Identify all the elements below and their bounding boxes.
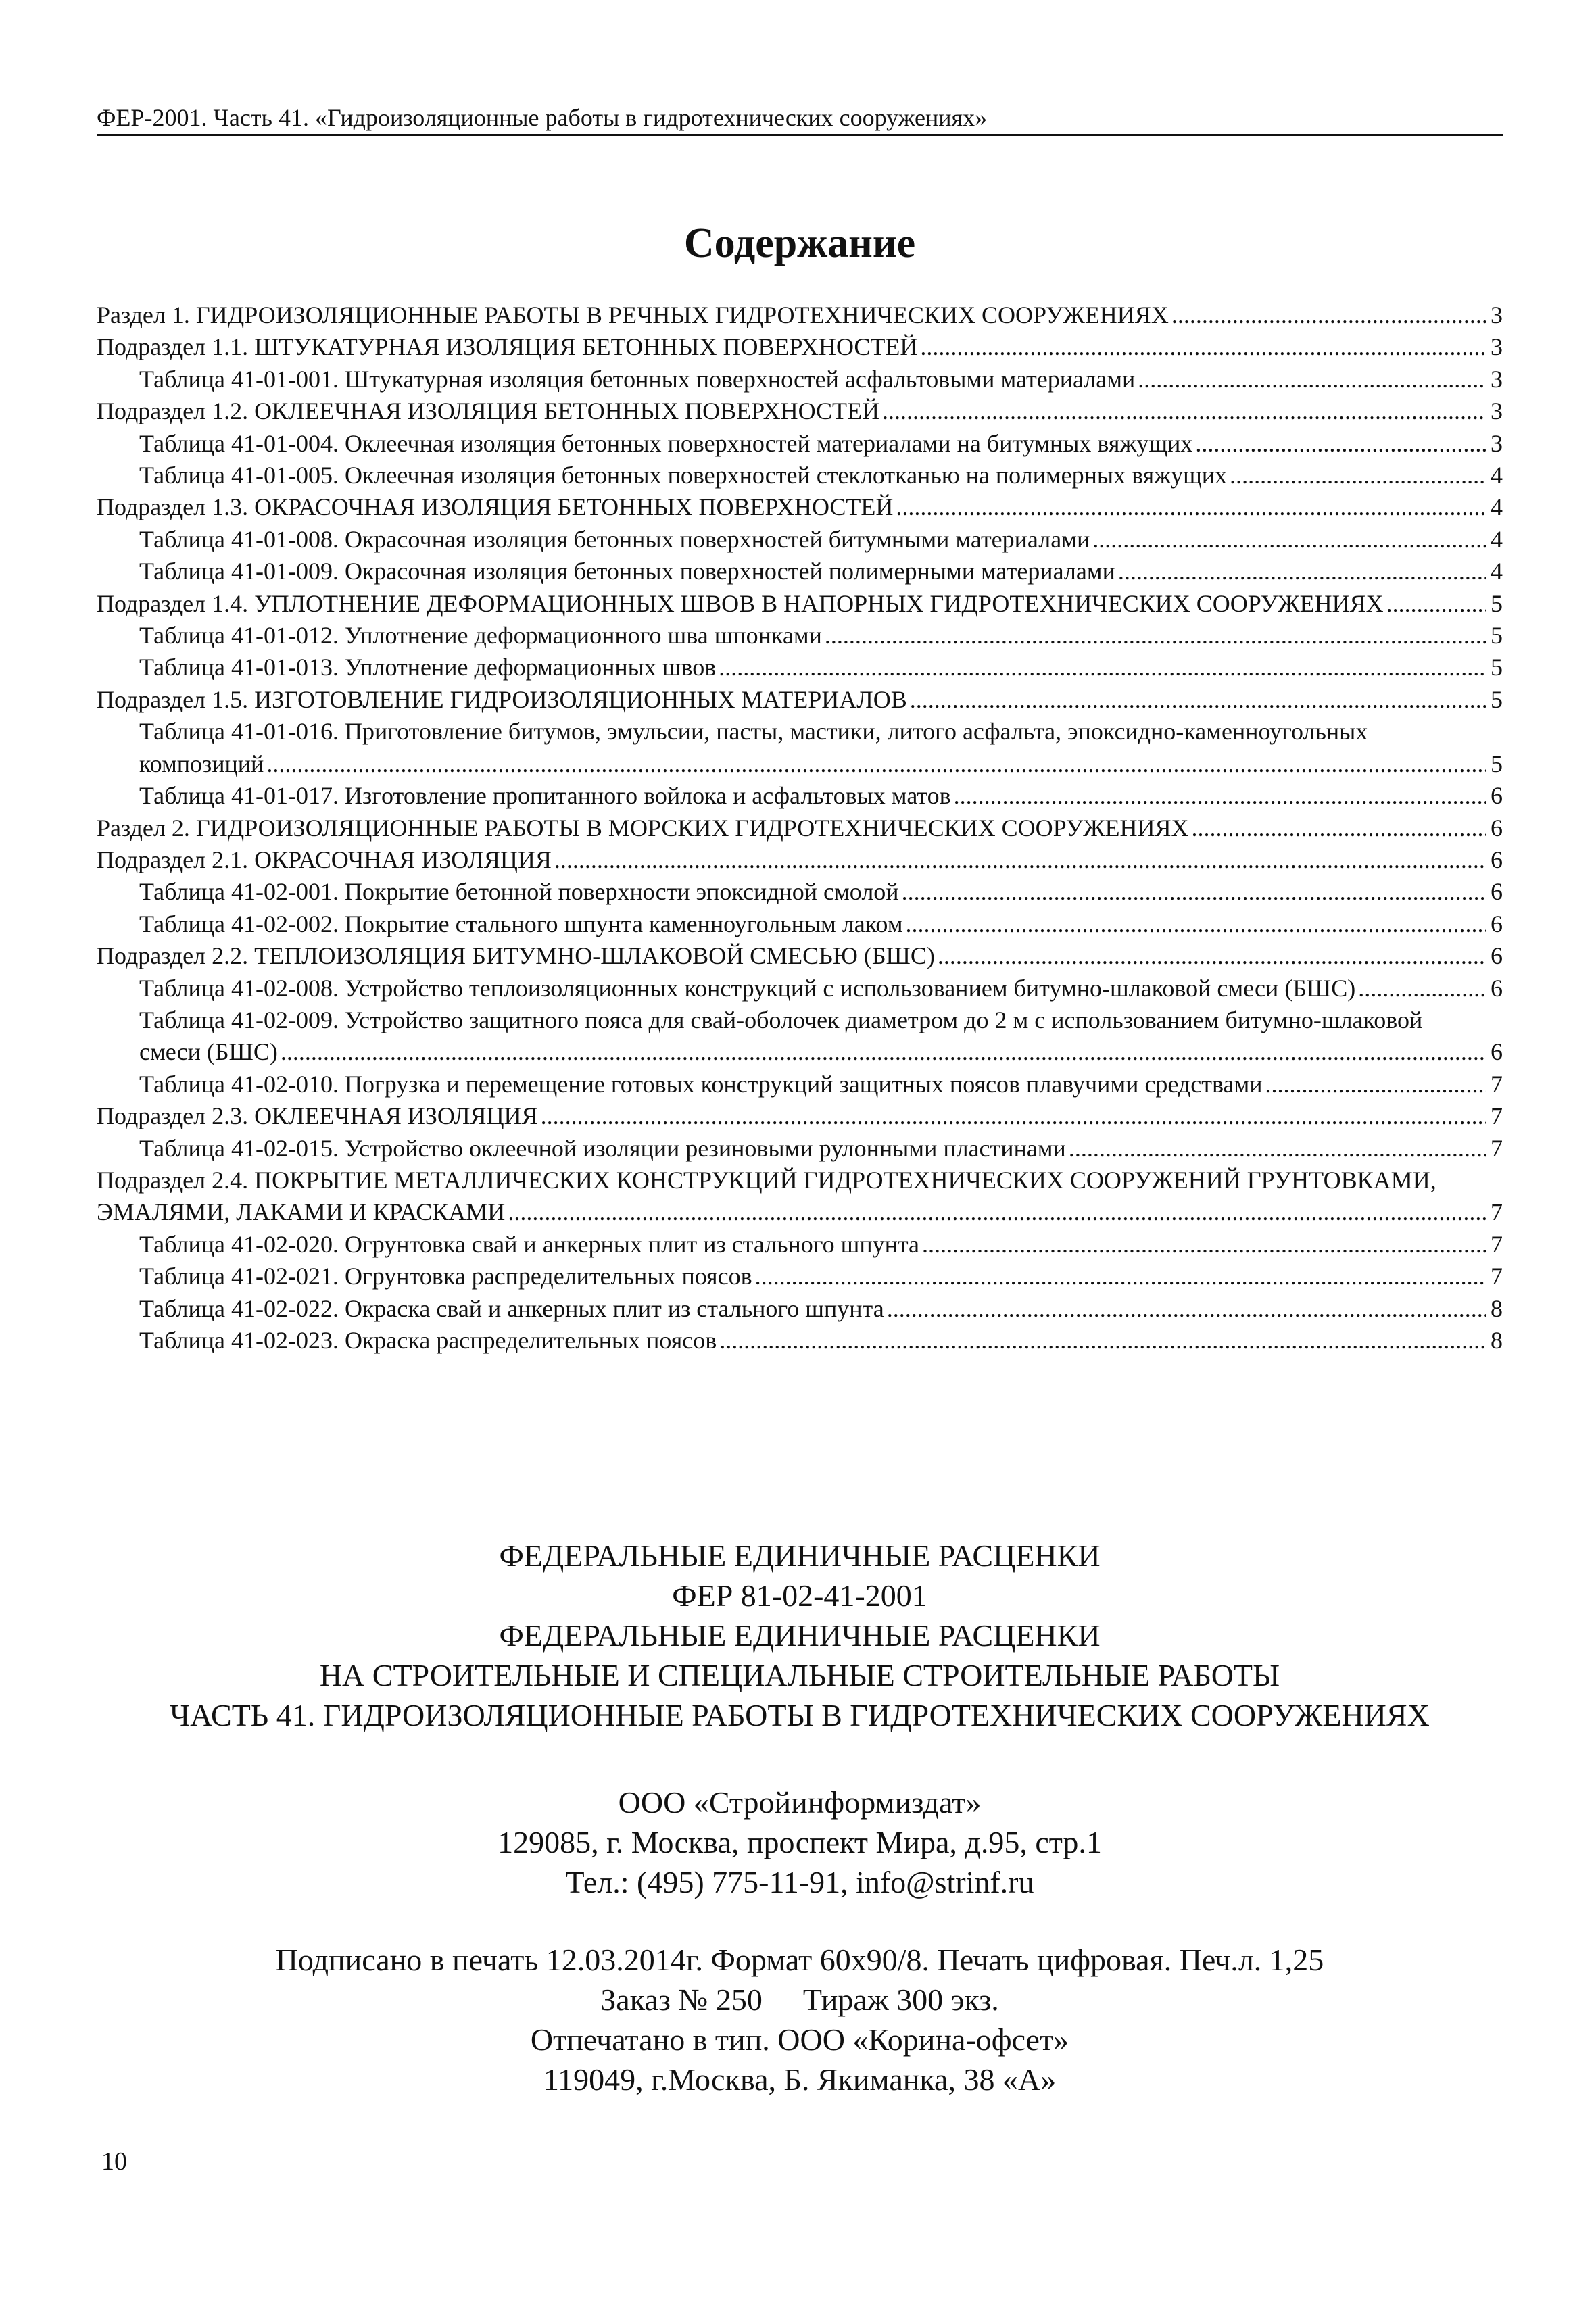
toc-entry-text-wrap <box>139 556 1486 587</box>
toc-entry-page: 7 <box>1491 1102 1503 1130</box>
toc-entry-title: Таблица 41-02-008. Устройство теплоизоляционных конструкций с использованием битумно-шлаковой смеси (БШС) ..... <box>139 973 1486 1004</box>
toc-entry-text-wrap <box>97 588 1486 620</box>
imprint-title-line: ЧАСТЬ 41. ГИДРОИЗОЛЯЦИОННЫЕ РАБОТЫ В ГИДРОТЕХНИЧЕСКИХ СООРУЖЕНИЯХ <box>170 1698 1430 1732</box>
toc-entry-page: 5 <box>1491 685 1503 713</box>
toc-entry-page: 4 <box>1491 493 1503 521</box>
publisher-line: ООО «Стройинформиздат» <box>618 1785 982 1820</box>
toc-entry-title: Таблица 41-02-020. Огрунтовка свай и анкерных плит из стального шпунта ..... <box>139 1229 1486 1261</box>
toc-entry-title: Подраздел 1.2. ОКЛЕЕЧНАЯ ИЗОЛЯЦИЯ БЕТОННЫХ ПОВЕРХНОСТЕЙ ..... <box>97 395 1486 427</box>
toc-entry-text-wrap <box>139 908 1486 940</box>
toc-table-entry[interactable] <box>97 364 1503 395</box>
header-rule <box>97 134 1503 136</box>
printed-at: Отпечатано в тип. ООО «Корина-офсет» <box>530 2022 1069 2057</box>
toc-entry-page: 5 <box>1491 589 1503 617</box>
toc-table-entry[interactable] <box>97 556 1503 587</box>
publisher-line: Тел.: (495) 775-11-91, info@strinf.ru <box>565 1865 1034 1899</box>
toc-table-entry[interactable] <box>97 1325 1503 1357</box>
toc-entry-text-wrap <box>139 1004 1486 1069</box>
toc-entry-page: 4 <box>1491 462 1503 489</box>
toc-entry-text-wrap <box>139 652 1486 683</box>
imprint-print-block <box>97 1940 1503 2099</box>
toc-entry-title: Таблица 41-01-009. Окрасочная изоляция бетонных поверхностей полимерными материалами ..... <box>139 556 1486 587</box>
toc-entry-title: Таблица 41-01-012. Уплотнение деформационного шва шпонками ..... <box>139 620 1486 652</box>
toc-entry-title: Раздел 1. ГИДРОИЗОЛЯЦИОННЫЕ РАБОТЫ В РЕЧНЫХ ГИДРОТЕХНИЧЕСКИХ СООРУЖЕНИЯХ ..... <box>97 299 1486 331</box>
toc-entry-text-wrap <box>139 620 1486 652</box>
imprint-title-line: ФЕДЕРАЛЬНЫЕ ЕДИНИЧНЫЕ РАСЦЕНКИ <box>499 1538 1101 1573</box>
toc-entry-title: Подраздел 2.2. ТЕПЛОИЗОЛЯЦИЯ БИТУМНО-ШЛАКОВОЙ СМЕСЬЮ (БШС) ..... <box>97 940 1486 972</box>
toc-table-entry[interactable] <box>97 1293 1503 1325</box>
toc-entry-page: 5 <box>1491 622 1503 650</box>
toc-entry-page: 6 <box>1491 974 1503 1002</box>
toc-entry-title: Подраздел 1.1. ШТУКАТУРНАЯ ИЗОЛЯЦИЯ БЕТОННЫХ ПОВЕРХНОСТЕЙ ..... <box>97 331 1486 363</box>
toc-entry-text-wrap <box>139 1325 1486 1357</box>
toc-entry-title: Таблица 41-02-015. Устройство оклеечной изоляции резиновыми рулонными пластинами ..... <box>139 1133 1486 1165</box>
toc-table-entry[interactable] <box>97 1133 1503 1165</box>
toc-entry-title: Подраздел 2.3. ОКЛЕЕЧНАЯ ИЗОЛЯЦИЯ ..... <box>97 1100 1486 1132</box>
toc-entry-page: 6 <box>1491 782 1503 810</box>
toc-entry-text-wrap <box>97 299 1486 331</box>
toc-table-entry[interactable] <box>97 908 1503 940</box>
toc-entry-title: Таблица 41-01-017. Изготовление пропитанного войлока и асфальтовых матов ..... <box>139 780 1486 812</box>
toc-table-entry[interactable] <box>97 524 1503 556</box>
toc-entry-text-wrap <box>97 940 1486 972</box>
toc-title: Содержание <box>683 220 916 266</box>
print-details: Подписано в печать 12.03.2014г. Формат 60х90/8. Печать цифровая. Печ.л. 1,25 <box>275 1943 1324 1977</box>
toc-entry-page: 6 <box>1491 814 1503 842</box>
toc-entry-page: 3 <box>1491 365 1503 393</box>
toc-table-entry[interactable] <box>97 876 1503 908</box>
toc-table-entry[interactable] <box>97 1069 1503 1100</box>
toc-entry-title: Подраздел 1.4. УПЛОТНЕНИЕ ДЕФОРМАЦИОННЫХ ШВОВ В НАПОРНЫХ ГИДРОТЕХНИЧЕСКИХ СООРУЖЕНИЯХ ..... <box>97 588 1486 620</box>
toc-table-entry[interactable] <box>97 428 1503 460</box>
toc-entry-text-wrap <box>97 1100 1486 1132</box>
toc-table-entry[interactable] <box>97 780 1503 812</box>
toc-table-entry[interactable] <box>97 1229 1503 1261</box>
toc-entry-text-wrap <box>97 684 1486 716</box>
toc-entry-text-wrap <box>97 395 1486 427</box>
toc-entry-text-wrap <box>139 780 1486 812</box>
toc-table-entry[interactable] <box>97 460 1503 491</box>
toc-entry-page: 6 <box>1491 846 1503 873</box>
toc-entry-text-wrap <box>139 973 1486 1004</box>
toc-entry-page: 6 <box>1491 942 1503 970</box>
toc-entry-page: 6 <box>1491 1038 1503 1066</box>
toc-entry-text-wrap <box>139 460 1486 491</box>
toc-entry-page: 4 <box>1491 525 1503 553</box>
toc-entry-page: 8 <box>1491 1294 1503 1322</box>
toc-entry-title: Раздел 2. ГИДРОИЗОЛЯЦИОННЫЕ РАБОТЫ В МОРСКИХ ГИДРОТЕХНИЧЕСКИХ СООРУЖЕНИЯХ ..... <box>97 812 1486 844</box>
toc-table-entry[interactable] <box>97 973 1503 1004</box>
toc-entry-text-wrap <box>97 844 1486 876</box>
toc-entry-page: 3 <box>1491 397 1503 425</box>
toc-table-entry[interactable] <box>97 716 1503 780</box>
toc-section-entry[interactable] <box>97 299 1503 331</box>
toc-section-entry[interactable] <box>97 844 1503 876</box>
toc-entry-title: Таблица 41-02-009. Устройство защитного пояса для свай-оболочек диаметром до 2 м с использованием битумно-шлаковой смеси (БШС) ..... <box>139 1004 1486 1069</box>
toc-entry-title: Подраздел 2.1. ОКРАСОЧНАЯ ИЗОЛЯЦИЯ ..... <box>97 844 1486 876</box>
toc-entry-text-wrap <box>139 1133 1486 1165</box>
toc-entry-title: Таблица 41-01-005. Оклеечная изоляция бетонных поверхностей стеклотканью на полимерных вяжущих ..... <box>139 460 1486 491</box>
toc-entry-page: 7 <box>1491 1198 1503 1226</box>
toc-entry-page: 5 <box>1491 750 1503 777</box>
circulation: Тираж 300 экз. <box>802 1982 999 2017</box>
toc-entry-page: 6 <box>1491 878 1503 906</box>
toc-entry-title: Таблица 41-02-002. Покрытие стального шпунта каменноугольным лаком ..... <box>139 908 1486 940</box>
toc-table-entry[interactable] <box>97 620 1503 652</box>
toc-section-entry[interactable] <box>97 491 1503 523</box>
toc-entry-text-wrap <box>139 1229 1486 1261</box>
toc-entry-text-wrap <box>139 876 1486 908</box>
toc-entry-text-wrap <box>97 812 1486 844</box>
toc-entry-title: Таблица 41-02-001. Покрытие бетонной поверхности эпоксидной смолой ..... <box>139 876 1486 908</box>
toc-section-entry[interactable] <box>97 1100 1503 1132</box>
imprint-title-line: ФЕДЕРАЛЬНЫЕ ЕДИНИЧНЫЕ РАСЦЕНКИ <box>499 1618 1101 1653</box>
toc-entry-text-wrap <box>139 716 1486 780</box>
toc-entry-title: Таблица 41-02-021. Огрунтовка распределительных поясов ..... <box>139 1261 1486 1292</box>
toc-table-entry[interactable] <box>97 652 1503 683</box>
toc-entry-page: 4 <box>1491 558 1503 585</box>
toc-entry-title: Подраздел 1.5. ИЗГОТОВЛЕНИЕ ГИДРОИЗОЛЯЦИОННЫХ МАТЕРИАЛОВ ..... <box>97 684 1486 716</box>
order-number: Заказ № 250 <box>600 1982 763 2017</box>
publisher-line: 129085, г. Москва, проспект Мира, д.95, стр.1 <box>498 1825 1102 1859</box>
toc-entry-text-wrap <box>139 1069 1486 1100</box>
toc-entry-text-wrap <box>97 1165 1486 1229</box>
toc-entry-title: Таблица 41-01-001. Штукатурная изоляция бетонных поверхностей асфальтовыми материалами ..... <box>139 364 1486 395</box>
order-circulation-line <box>97 1980 1503 2020</box>
toc-entry-title: Таблица 41-02-023. Окраска распределительных поясов ..... <box>139 1325 1486 1357</box>
toc-section-entry[interactable] <box>97 940 1503 972</box>
imprint-publisher-block <box>97 1782 1503 1902</box>
toc-entry-page: 3 <box>1491 429 1503 457</box>
toc-entry-title: Подраздел 1.3. ОКРАСОЧНАЯ ИЗОЛЯЦИЯ БЕТОННЫХ ПОВЕРХНОСТЕЙ ..... <box>97 491 1486 523</box>
toc-section-entry[interactable] <box>97 684 1503 716</box>
toc-entry-page: 7 <box>1491 1263 1503 1290</box>
toc-entry-title: Подраздел 2.4. ПОКРЫТИЕ МЕТАЛЛИЧЕСКИХ КОНСТРУКЦИЙ ГИДРОТЕХНИЧЕСКИХ СООРУЖЕНИЙ ГРУНТОВКАМИ, ЭМАЛЯМИ, ЛАКАМИ И КРАСКАМИ ..... <box>97 1165 1486 1229</box>
toc-table-entry[interactable] <box>97 1261 1503 1292</box>
toc-section-entry[interactable] <box>97 812 1503 844</box>
toc-entry-text-wrap <box>139 1261 1486 1292</box>
toc-section-entry[interactable] <box>97 1165 1503 1229</box>
toc-section-entry[interactable] <box>97 588 1503 620</box>
toc-entry-title: Таблица 41-01-013. Уплотнение деформационных швов ..... <box>139 652 1486 683</box>
toc-entry-page: 6 <box>1491 910 1503 937</box>
printer-address: 119049, г.Москва, Б. Якиманка, 38 «А» <box>543 2062 1057 2097</box>
toc-entry-page: 8 <box>1491 1327 1503 1354</box>
toc-entry-page: 7 <box>1491 1230 1503 1258</box>
toc-entry-text-wrap <box>139 524 1486 556</box>
page-number: 10 <box>101 2147 127 2176</box>
toc-table-entry[interactable] <box>97 1004 1503 1069</box>
toc-entry-page: 5 <box>1491 654 1503 681</box>
toc-entry-text-wrap <box>139 428 1486 460</box>
toc-entry-text-wrap <box>97 491 1486 523</box>
toc-entry-page: 3 <box>1491 301 1503 328</box>
toc-entry-page: 7 <box>1491 1070 1503 1098</box>
toc-entry-text-wrap <box>97 331 1486 363</box>
toc-entry-page: 3 <box>1491 333 1503 361</box>
imprint-title-line: НА СТРОИТЕЛЬНЫЕ И СПЕЦИАЛЬНЫЕ СТРОИТЕЛЬНЫЕ РАБОТЫ <box>319 1658 1280 1692</box>
toc-entry-title: Таблица 41-01-008. Окрасочная изоляция бетонных поверхностей битумными материалами ..... <box>139 524 1486 556</box>
toc-section-entry[interactable] <box>97 331 1503 363</box>
toc-section-entry[interactable] <box>97 395 1503 427</box>
toc-entry-title: Таблица 41-01-004. Оклеечная изоляция бетонных поверхностей материалами на битумных вяжущих ..... <box>139 428 1486 460</box>
table-of-contents <box>97 299 1503 1357</box>
toc-entry-title: Таблица 41-01-016. Приготовление битумов, эмульсии, пасты, мастики, литого асфальта, эпоксидно-каменноугольных композиций ..... <box>139 716 1486 780</box>
toc-entry-text-wrap <box>139 364 1486 395</box>
toc-entry-text-wrap <box>139 1293 1486 1325</box>
imprint-title-line: ФЕР 81-02-41-2001 <box>672 1578 927 1613</box>
toc-entry-page: 7 <box>1491 1134 1503 1162</box>
imprint-title-block <box>97 1536 1503 1735</box>
toc-entry-title: Таблица 41-02-022. Окраска свай и анкерных плит из стального шпунта ..... <box>139 1293 1486 1325</box>
toc-entry-title: Таблица 41-02-010. Погрузка и перемещение готовых конструкций защитных поясов плавучими средствами ..... <box>139 1069 1486 1100</box>
running-header: ФЕР-2001. Часть 41. «Гидроизоляционные работы в гидротехнических сооружениях» <box>97 104 988 131</box>
